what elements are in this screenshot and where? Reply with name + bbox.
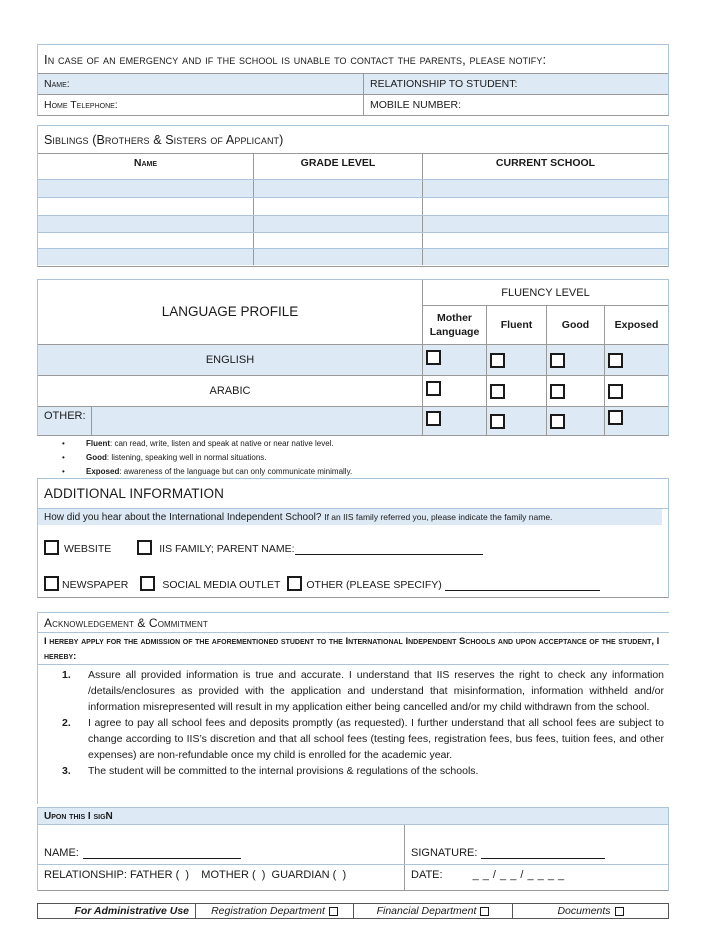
date-input[interactable]: _ _ / _ _ / _ _ _ _ (472, 869, 565, 881)
fluency-col-exposed: Exposed (604, 306, 668, 344)
relationship-field[interactable]: RELATIONSHIP: FATHER ( ) MOTHER ( ) GUARDIAN ( ) (44, 869, 347, 881)
language-row-arabic (38, 375, 668, 406)
language-other-label: OTHER: (44, 410, 86, 422)
sibling-row (38, 179, 668, 197)
english-fluent-checkbox[interactable] (490, 353, 505, 368)
emergency-title: In case of an emergency and if the school is unable to contact the parents, please notify: (44, 51, 547, 67)
acknowledgement-list (38, 664, 669, 779)
documents-label: Documents (557, 905, 611, 917)
admin-use-label: For Administrative Use (74, 905, 189, 917)
language-other-input[interactable] (91, 407, 422, 435)
sibling-name-input[interactable] (38, 198, 253, 215)
sibling-name-input[interactable] (38, 180, 253, 197)
emergency-row-name (38, 73, 668, 94)
documents-checkbox[interactable] (615, 907, 624, 916)
siblings-col-grade: GRADE LEVEL (253, 154, 422, 179)
other-source-checkbox[interactable] (287, 576, 302, 591)
date-field (404, 865, 668, 890)
item-text: Assure all provided information is true and accurate. I understand that IIS reserves the right to check any information /details/enclosures as provided with the application and understand that misinformation, information withheld and/or information misrepresented will result in my application either being cancelled and/or my child withdrawn from the school. (88, 669, 664, 713)
item-text: The student will be committed to the internal provisions & regulations of the schools. (88, 765, 479, 777)
fluency-notes (62, 437, 352, 479)
sibling-school-input[interactable] (422, 198, 668, 215)
english-exposed-checkbox[interactable] (608, 353, 623, 368)
referral-question (38, 509, 662, 525)
signature-label: SIGNATURE: (411, 847, 478, 859)
acknowledgement-section (37, 612, 669, 804)
other-source-input[interactable] (445, 580, 600, 591)
referral-options-row2 (44, 576, 600, 591)
other-source-label: OTHER (PLEASE SPECIFY) (306, 579, 442, 591)
item-number: 1. (62, 669, 71, 681)
siblings-col-school: CURRENT SCHOOL (422, 154, 668, 179)
newspaper-label: NEWSPAPER (62, 579, 129, 591)
language-row-other (38, 406, 668, 435)
siblings-section (37, 125, 669, 267)
referral-question-note: If an IIS family referred you, please indicate the family name. (324, 512, 553, 522)
additional-information-section (37, 478, 669, 598)
sibling-row (38, 248, 668, 265)
fluency-col-fluent: Fluent (486, 306, 546, 344)
emergency-contact-section (37, 44, 669, 116)
referral-question-text: How did you hear about the International Independent School? (44, 511, 322, 523)
admin-use-bar (37, 903, 669, 919)
parent-name-input[interactable] (295, 544, 483, 555)
financial-checkbox[interactable] (480, 907, 489, 916)
signature-section (37, 807, 669, 891)
sibling-name-input[interactable] (38, 233, 253, 248)
signer-name-label: NAME: (44, 847, 79, 859)
arabic-mother-language-checkbox[interactable] (426, 381, 441, 396)
registration-label: Registration Department (211, 905, 325, 917)
language-english-label: ENGLISH (205, 354, 255, 366)
sibling-grade-input[interactable] (253, 180, 422, 197)
website-checkbox[interactable] (44, 540, 59, 555)
financial-department (353, 904, 512, 918)
sibling-row (38, 232, 668, 248)
website-label: WEBSITE (64, 543, 112, 555)
date-label: DATE: (411, 869, 443, 881)
newspaper-checkbox[interactable] (44, 576, 59, 591)
signature-field (404, 825, 668, 864)
upon-this-i-sign-title: Upon this I sigN (38, 808, 668, 824)
item-text: I agree to pay all school fees and deposits promptly (as requested). I further understand that all school fees are subject to change according to IIS’s discretion and that all school fees (testing fees, registration fees, bus fees, tuition fees, and other expenses) are non-refundable once my child is enrolled for the academic year. (88, 717, 664, 761)
emergency-row-phone (38, 94, 668, 115)
social-media-label: SOCIAL MEDIA OUTLET (162, 579, 281, 591)
sibling-school-input[interactable] (422, 180, 668, 197)
sibling-school-input[interactable] (422, 216, 668, 232)
fluency-col-good: Good (546, 306, 604, 344)
referral-options-row1 (44, 540, 483, 555)
registration-department (195, 904, 353, 918)
siblings-col-name: Name (133, 157, 158, 169)
iis-family-checkbox[interactable] (137, 540, 152, 555)
iis-family-label: IIS FAMILY; PARENT NAME: (159, 543, 295, 555)
signature-input[interactable] (481, 848, 605, 859)
sibling-school-input[interactable] (422, 249, 668, 265)
english-mother-language-checkbox[interactable] (426, 350, 441, 365)
additional-info-title: ADDITIONAL INFORMATION (44, 486, 224, 501)
acknowledgement-item (62, 763, 664, 779)
sibling-name-input[interactable] (38, 249, 253, 265)
mobile-number-field[interactable]: MOBILE NUMBER: (363, 95, 668, 115)
item-number: 3. (62, 765, 71, 777)
emergency-relationship-field[interactable]: RELATIONSHIP TO STUDENT: (363, 74, 668, 94)
sibling-row (38, 215, 668, 232)
language-row-english (38, 344, 668, 375)
signer-name-field (38, 825, 404, 864)
signature-row-2 (38, 864, 668, 890)
sibling-row (38, 197, 668, 215)
acknowledgement-intro: I hereby apply for the admission of the aforementioned student to the International Independent Schools and upon acceptance of the student, I hereby: (38, 632, 669, 664)
financial-label: Financial Department (376, 905, 477, 917)
registration-checkbox[interactable] (329, 907, 338, 916)
documents (512, 904, 668, 918)
siblings-title: Siblings (Brothers & Sisters of Applicant) (44, 132, 284, 147)
language-header (38, 280, 668, 344)
arabic-good-checkbox[interactable] (550, 384, 565, 399)
acknowledgement-item (62, 715, 664, 763)
other-good-checkbox[interactable] (550, 414, 565, 429)
sibling-name-input[interactable] (38, 216, 253, 232)
sibling-grade-input[interactable] (253, 249, 422, 265)
item-number: 2. (62, 717, 71, 729)
sibling-grade-input[interactable] (253, 198, 422, 215)
fluency-note: • Exposed: awareness of the language but can only communicate minimally. (62, 467, 353, 476)
acknowledgement-item (62, 667, 664, 715)
language-profile-section (37, 279, 669, 436)
arabic-fluent-checkbox[interactable] (490, 384, 505, 399)
english-good-checkbox[interactable] (550, 353, 565, 368)
signer-name-input[interactable] (83, 848, 241, 859)
language-profile-title: LANGUAGE PROFILE (161, 304, 299, 319)
sibling-grade-input[interactable] (253, 233, 422, 248)
siblings-header-row (38, 153, 668, 179)
acknowledgement-title: Acknowledgement & Commitment (44, 615, 208, 630)
arabic-exposed-checkbox[interactable] (608, 384, 623, 399)
other-mother-language-checkbox[interactable] (426, 411, 441, 426)
fluency-note: • Good: listening, speaking well in normal situations. (62, 453, 267, 462)
fluency-level-header: FLUENCY LEVEL (501, 286, 590, 299)
sibling-school-input[interactable] (422, 233, 668, 248)
emergency-name-field[interactable]: Name: (44, 78, 70, 90)
home-telephone-field[interactable]: Home Telephone: (44, 99, 118, 111)
sibling-grade-input[interactable] (253, 216, 422, 232)
language-arabic-label: ARABIC (209, 385, 251, 397)
signature-row-1 (38, 824, 668, 864)
other-fluent-checkbox[interactable] (490, 414, 505, 429)
fluency-note: • Fluent: can read, write, listen and speak at native or near native level. (62, 439, 334, 448)
other-exposed-checkbox[interactable] (608, 410, 623, 425)
fluency-col-mother-language: Mother Language (429, 312, 480, 338)
social-media-checkbox[interactable] (140, 576, 155, 591)
